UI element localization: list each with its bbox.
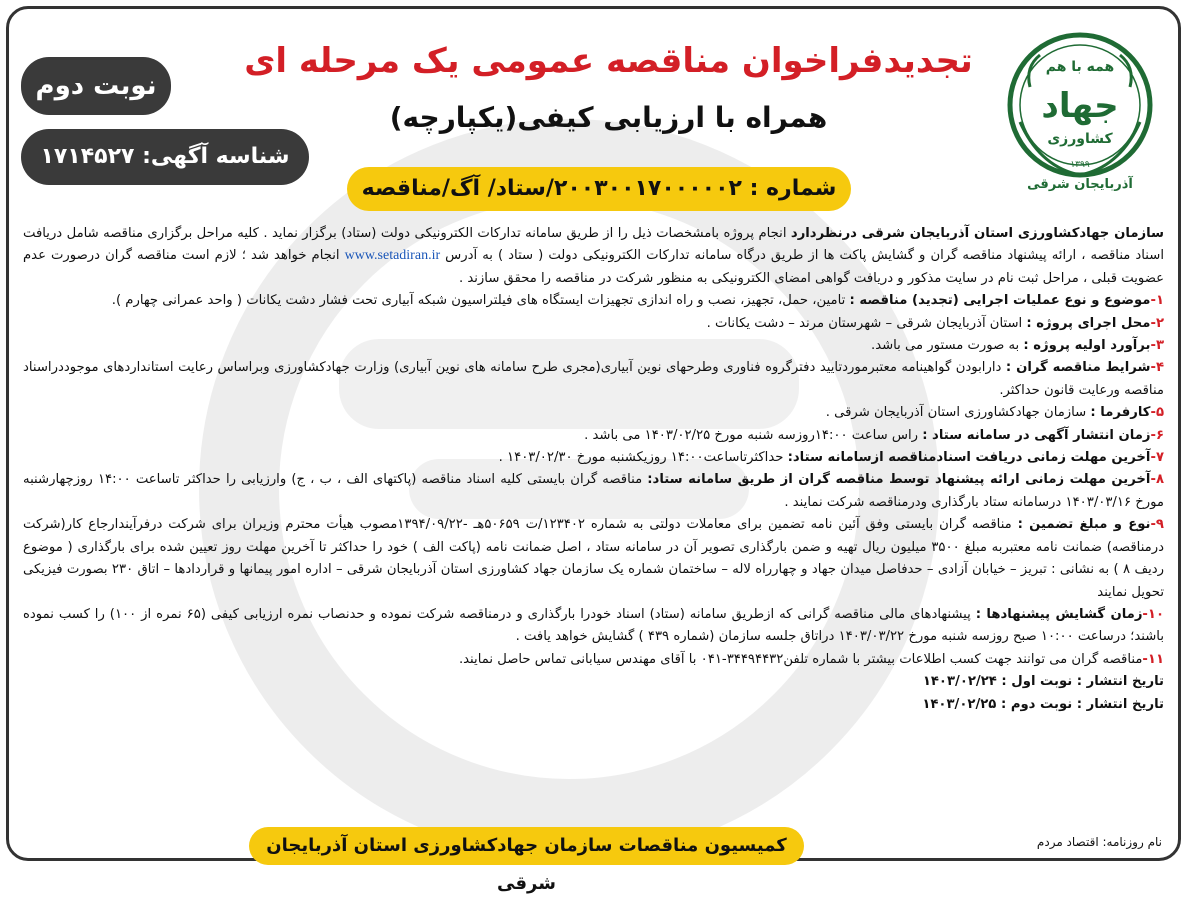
list-item <box>23 649 1164 671</box>
item-text: دارابودن گواهینامه معتبرموردتایید دفترگروه فناوری وطرحهای نوین آبیاری(مجری طرح سامانه های نوین آبیاری) وزارت جهادکشاورزی وبراساس رعایت استانداردهای موجوددراسناد مناقصه ورعایت قانون حداکثر. <box>23 360 1164 398</box>
item-text: تامین، حمل، تجهیز، نصب و راه اندازی تجهیزات ایستگاه های فیلتراسیون شبکه آبیاری تحت فشار دشت یکانات ( واحد عمرانی چهارم ). <box>111 293 850 309</box>
advertisement-frame <box>6 6 1181 894</box>
item-text: پیشنهادهای مالی مناقصه گرانی که ازطریق سامانه (ستاد) اسناد خودرا بارگذاری و درمناقصه شرکت نموده و حدنصاب نمره ارزیابی کیفی (۶۵ نمره از ۱۰۰) را کسب نموده باشند؛ درساعت ۱۰:۰۰ صبح روزسه شنبه مورخ ۱۴۰۳/۰۳/۲۲ دراتاق جلسه سازمان (شماره ۴۳۹ ) گشایش خواهد یافت . <box>23 606 1164 645</box>
item-number: ۱- <box>1150 293 1164 309</box>
intro-text-a: انجام پروژه بامشخصات ذیل را از طریق سامانه تدارکات الکترونیکی دولت (ستاد) برگزار نماید . کلیه مراحل برگزاری مناقصه شامل دریافت اسناد مناقصه ، ارائه پیشنهاد مناقصه گران و گشایش پاکت ها از طریق درگاه سامانه تدارکات الکترونیکی دولت ( ستاد ) به آدرس <box>23 226 1164 264</box>
item-label: زمان گشایش پیشنهادها : <box>975 606 1143 622</box>
tender-number-banner: شماره : ۲۰۰۳۰۰۱۷۰۰۰۰۰۲/ستاد/ آگ/مناقصه <box>347 167 851 211</box>
item-label: آخرین مهلت زمانی ارائه پیشنهاد توسط مناقصه گران از طریق سامانه ستاد: <box>647 472 1151 488</box>
item-number: ۵- <box>1150 405 1164 421</box>
item-number: ۸- <box>1150 472 1164 488</box>
item-text: راس ساعت ۱۴:۰۰روزسه شنبه مورخ ۱۴۰۳/۰۲/۲۵ می باشد . <box>584 427 923 443</box>
item-label: نوع و مبلغ تضمین : <box>1017 517 1151 533</box>
item-number: ۳- <box>1150 338 1164 354</box>
advertisement-body <box>23 223 1164 716</box>
item-number: ۴- <box>1150 360 1164 376</box>
list-item <box>23 514 1164 604</box>
item-number: ۷- <box>1150 450 1164 466</box>
list-item <box>23 469 1164 514</box>
list-item <box>23 425 1164 447</box>
publish-date-second: تاریخ انتشار : نوبت دوم : ۱۴۰۳/۰۲/۲۵ <box>922 696 1164 712</box>
item-label: آخرین مهلت زمانی دریافت اسنادمناقصه ازسامانه ستاد: <box>787 450 1151 466</box>
logo-text-main: جهاد <box>1041 86 1119 126</box>
item-text: حداکثرتاساعت۱۴:۰۰ روزیکشنبه مورخ ۱۴۰۳/۰۲/۳۰ . <box>498 450 788 466</box>
list-item <box>23 447 1164 469</box>
item-label: زمان انتشار آگهی در سامانه ستاد : <box>922 427 1151 443</box>
logo-text-sub: کشاورزی <box>1047 131 1113 147</box>
item-number: ۱۱- <box>1142 651 1164 667</box>
item-number: ۶- <box>1150 427 1164 443</box>
setad-url-link[interactable]: www.setadiran.ir <box>344 248 441 264</box>
publish-date-first: تاریخ انتشار : نوبت اول : ۱۴۰۳/۰۲/۲۴ <box>922 674 1164 690</box>
list-item <box>23 290 1164 312</box>
list-item <box>23 313 1164 335</box>
logo-caption: آذربایجان شرقی <box>1027 177 1133 192</box>
ad-id-badge: شناسه آگهی: ۱۷۱۴۵۲۷ <box>21 129 309 185</box>
item-label: برآورد اولیه پروژه : <box>1023 338 1151 354</box>
commission-banner: کمیسیون مناقصات سازمان جهادکشاورزی استان آذربایجان شرقی <box>249 827 804 865</box>
item-text: سازمان جهادکشاورزی استان آذربایجان شرقی . <box>825 405 1091 421</box>
intro-paragraph <box>23 223 1164 290</box>
item-label: کارفرما : <box>1090 405 1151 421</box>
turn-badge: نوبت دوم <box>21 57 171 115</box>
list-item <box>23 335 1164 357</box>
logo-year: ۱۳۹۹ <box>1070 160 1090 170</box>
item-number: ۹- <box>1150 517 1164 533</box>
item-text: به صورت مستور می باشد. <box>871 338 1024 354</box>
list-item <box>23 402 1164 424</box>
item-text: مناقصه گران می توانند جهت کسب اطلاعات بیشتر با شماره تلفن۳۴۴۹۴۴۳۲-۰۴۱ با آقای مهندس سیابانی تماس حاصل نمایند. <box>458 651 1143 667</box>
logo-text-top: همه با هم <box>1045 59 1115 75</box>
item-label: شرایط مناقصه گران : <box>1005 360 1151 376</box>
intro-org: سازمان جهادکشاورزی استان آذربایجان شرقی درنظردارد <box>790 226 1164 241</box>
item-text: استان آذربایجان شرقی – شهرستان مرند – دشت یکانات . <box>706 315 1027 331</box>
jahad-keshavarzi-logo <box>1000 27 1160 202</box>
list-item <box>23 604 1164 649</box>
item-number: ۱۰- <box>1142 606 1164 622</box>
item-label: موضوع و نوع عملیات اجرایی (تجدید) مناقصه : <box>849 293 1151 309</box>
intro-text-b: انجام خواهد شد ؛ لازم است مناقصه گران درصورت عدم عضویت قبلی ، مراحل ثبت نام در سایت مذکور و دریافت گواهی امضای الکترونیکی به منظور شرکت در مناقصه را محقق سازند . <box>23 248 1164 286</box>
page-subtitle: همراه با ارزیابی کیفی(یکپارچه) <box>389 101 828 134</box>
page-title: تجدیدفراخوان مناقصه عمومی یک مرحله ای <box>244 41 973 81</box>
item-label: محل اجرای پروژه : <box>1026 315 1151 331</box>
list-item <box>23 357 1164 402</box>
item-text: مناقصه گران بایستی وفق آئین نامه تضمین برای معاملات دولتی به شماره ۱۲۳۴۰۲/ت ۵۰۶۵۹هـ -۱۳۹۴/۰۹/۲۲مصوب هیأت محترم وزیران برای شرکت درفرآیندارجاع کار(شرکت درمناقصه) ضمانت نامه معتبربه مبلغ ۳۵۰۰ میلیون ریال تهیه و ضمن بارگذاری تصویر آن در سامانه ستاد ، اصل ضمانت نامه (پاکت الف ) خود را حداکثر تا آخرین مهلت روز تعیین شده برای بارگذاری ( موضوع ردیف ۸ ) به نشانی : تبریز – خیابان آزادی – حدفاصل میدان جهاد و چهارراه لاله – ساختمان شماره یک سازمان جهاد کشاورزی استان آذربایجان شرقی – اداره امور پیمانها و قراردادها – اتاق ۲۳۰ بصورت فیزیکی تحویل نمایند <box>23 517 1165 600</box>
item-number: ۲- <box>1150 315 1164 331</box>
item-text: مناقصه گران بایستی کلیه اسناد مناقصه (پاکتهای الف ، ب ، ج) وارزیابی را حداکثر تاساعت ۱۴:۰۰ روزچهارشنبه مورخ ۱۴۰۳/۰۳/۱۶ درسامانه ستاد بارگذاری ودرمناقصه شرکت نمایند . <box>23 472 1164 510</box>
newspaper-name: نام روزنامه: اقتصاد مردم <box>1036 835 1162 849</box>
